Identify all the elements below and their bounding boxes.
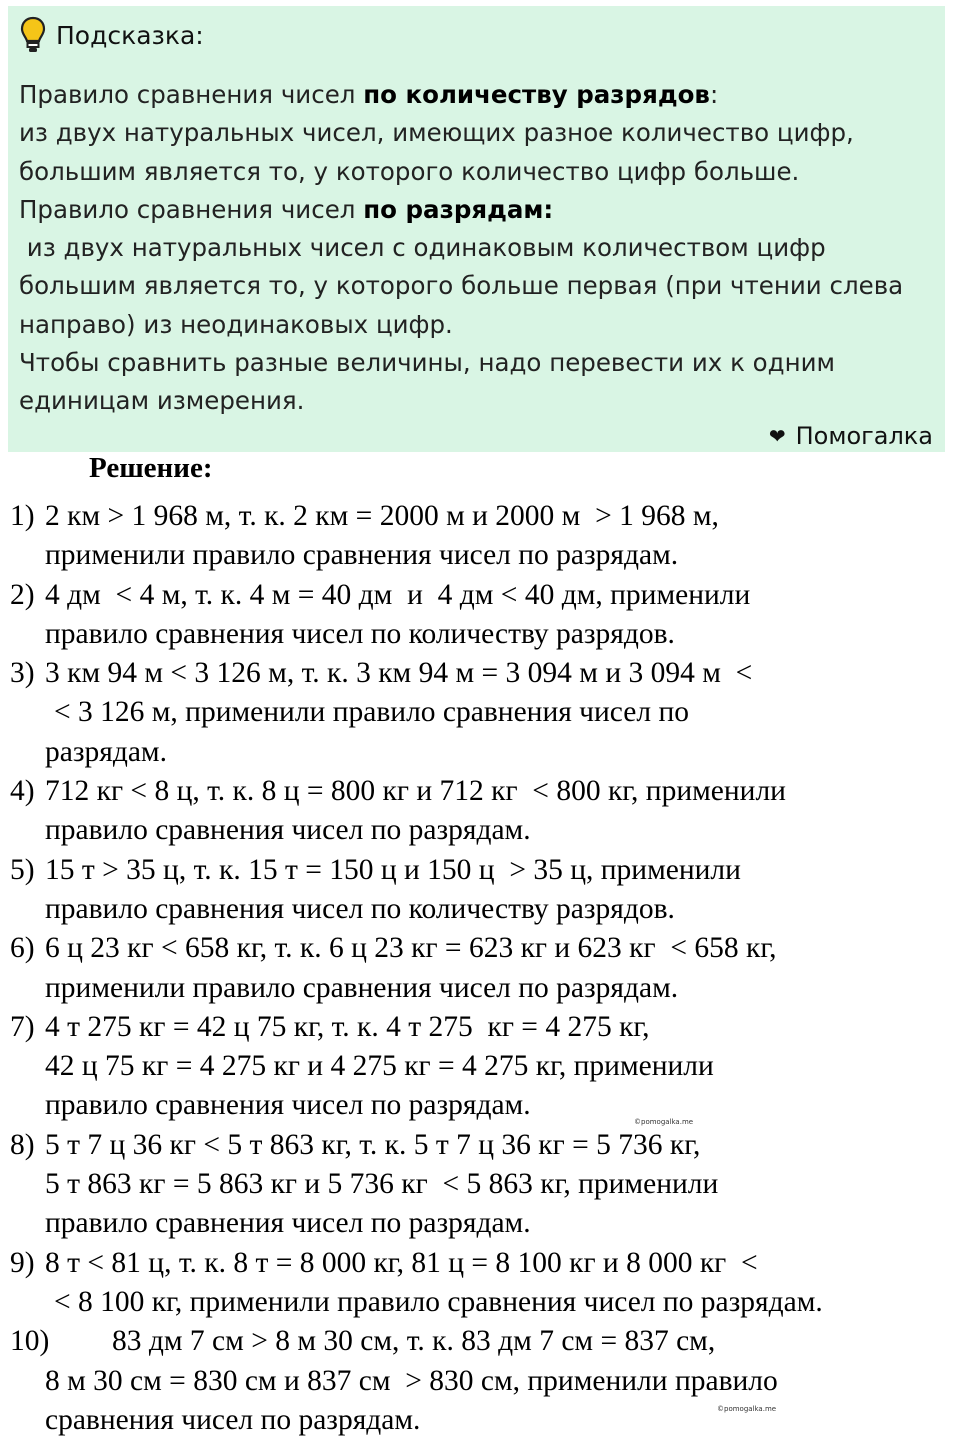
solution-item <box>10 1244 950 1323</box>
hint-line: Правило сравнения чисел по разрядам: <box>19 194 554 224</box>
solution-item <box>10 1322 950 1440</box>
hint-box <box>8 6 945 452</box>
item-line: 6 ц 23 кг < 658 кг, т. к. 6 ц 23 кг = 623 кг и 623 кг < 658 кг, <box>45 932 777 965</box>
item-line: 3 км 94 м < 3 126 м, т. к. 3 км 94 м = 3 094 м и 3 094 м < <box>45 657 753 690</box>
item-line: 15 т > 35 ц, т. к. 15 т = 150 ц и 150 ц > 35 ц, применили <box>45 853 741 886</box>
hint-line: из двух натуральных чисел с одинаковым количеством цифр <box>19 233 826 263</box>
brand-name: Помогалка <box>795 422 933 450</box>
solution-item <box>10 929 950 1008</box>
item-line: правило сравнения чисел по разрядам. <box>45 814 531 847</box>
hint-text <box>19 76 934 421</box>
solution-item <box>10 576 950 655</box>
item-line: сравнения чисел по разрядам. <box>45 1403 421 1436</box>
item-line: 2 км > 1 968 м, т. к. 2 км = 2000 м и 2000 м > 1 968 м, <box>45 500 719 532</box>
hint-line: большим является то, у которого количество цифр больше. <box>19 156 800 186</box>
watermark: ©pomogalka.me <box>634 1118 694 1126</box>
item-number: 4) <box>10 775 35 808</box>
watermark: ©pomogalka.me <box>717 1405 777 1413</box>
hint-title: Подсказка: <box>56 20 204 50</box>
item-line: применили правило сравнения чисел по разрядам. <box>45 539 679 572</box>
solution-item <box>10 851 950 930</box>
solution-item <box>10 1126 950 1244</box>
heart-icon: ❤ <box>768 424 786 448</box>
hint-line: Правило сравнения чисел по количеству разрядов: <box>19 80 719 109</box>
item-number: 2) <box>10 578 35 611</box>
item-number: 1) <box>10 500 35 532</box>
brand-link[interactable] <box>769 422 933 450</box>
item-line: правило сравнения чисел по разрядам. <box>45 1089 531 1122</box>
item-line: 4 т 275 кг = 42 ц 75 кг, т. к. 4 т 275 кг = 4 275 кг, <box>45 1010 650 1043</box>
solution-item <box>10 497 950 576</box>
item-line: 5 т 7 ц 36 кг < 5 т 863 кг, т. к. 5 т 7 ц 36 кг = 5 736 кг, <box>45 1128 701 1161</box>
hint-header <box>20 16 204 54</box>
hint-line: большим является то, у которого больше первая (при чтении слева <box>19 271 904 301</box>
item-line: правило сравнения чисел по разрядам. <box>45 1207 531 1240</box>
item-number: 3) <box>10 657 35 690</box>
item-line: 4 дм < 4 м, т. к. 4 м = 40 дм и 4 дм < 40 дм, применили <box>45 578 751 611</box>
item-number: 6) <box>10 932 35 965</box>
item-line: < 8 100 кг, применили правило сравнения чисел по разрядам. <box>54 1285 823 1318</box>
solution-item <box>10 654 950 772</box>
solution-item <box>10 772 950 851</box>
hint-line: единицам измерения. <box>19 386 305 416</box>
lightbulb-icon <box>20 16 46 54</box>
item-line: 712 кг < 8 ц, т. к. 8 ц = 800 кг и 712 кг < 800 кг, применили <box>45 775 786 808</box>
item-line: < 3 126 м, применили правило сравнения чисел по <box>54 696 689 729</box>
item-line: применили правило сравнения чисел по разрядам. <box>45 971 679 1004</box>
item-line: правило сравнения чисел по количеству разрядов. <box>45 617 675 650</box>
item-number: 10) <box>10 1325 50 1358</box>
item-number: 5) <box>10 853 35 886</box>
item-number: 9) <box>10 1246 35 1279</box>
item-line: правило сравнения чисел по количеству разрядов. <box>45 892 675 925</box>
item-line: 83 дм 7 см > 8 м 30 см, т. к. 83 дм 7 см = 837 см, <box>112 1325 716 1358</box>
item-line: разрядам. <box>45 735 167 768</box>
item-line: 5 т 863 кг = 5 863 кг и 5 736 кг < 5 863 кг, применили <box>45 1168 719 1201</box>
hint-line: Чтобы сравнить разные величины, надо перевести их к одним <box>19 348 836 378</box>
solution-item <box>10 1008 950 1126</box>
solution-list <box>10 497 950 1440</box>
hint-line: из двух натуральных чисел, имеющих разное количество цифр, <box>19 118 854 148</box>
hint-line: направо) из неодинаковых цифр. <box>19 309 453 339</box>
item-number: 7) <box>10 1010 35 1043</box>
solution-title: Решение: <box>89 452 213 484</box>
item-line: 42 ц 75 кг = 4 275 кг и 4 275 кг = 4 275 кг, применили <box>45 1050 714 1083</box>
item-line: 8 м 30 см = 830 см и 837 см > 830 см, применили правило <box>45 1364 778 1397</box>
item-number: 8) <box>10 1128 35 1161</box>
item-line: 8 т < 81 ц, т. к. 8 т = 8 000 кг, 81 ц = 8 100 кг и 8 000 кг < <box>45 1246 758 1279</box>
